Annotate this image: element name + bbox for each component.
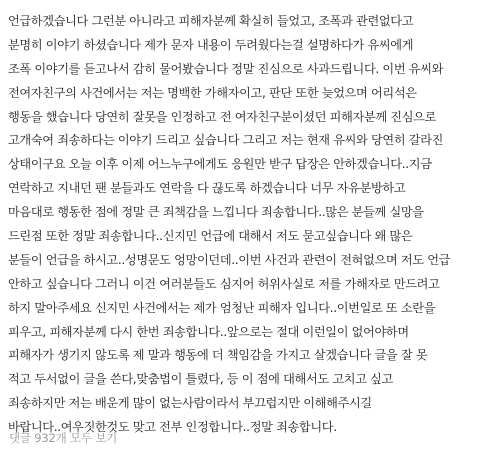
caption-line: 고개숙여 죄송하다는 이야기 드리고 싶습니다 그리고 저는 현재 유씨와 당연히 갈라진 [8, 133, 444, 148]
caption-line: 마음대로 행동한 점에 정말 큰 죄책감을 느낍니다 죄송합니다..많은 분들께 실망을 [8, 205, 424, 220]
caption-line: 조폭 이야기를 듣고나서 감히 물어봤습니다 정말 진심으로 사과드립니다. 이번 유씨와 [8, 61, 444, 76]
caption-line: 피우고, 피해자분께 다시 한번 죄송합니다..앞으로는 절대 이런일이 없어야하며 [8, 324, 409, 339]
caption-line: 분들이 언급을 하시고..성명문도 엉망이던데..이번 사건과 관련이 전혀없으며 저도 언급 [8, 252, 451, 267]
caption-line: 바랍니다..여우짓한것도 맞고 전부 인정합니다..정말 죄송합니다. [8, 420, 337, 435]
caption-line: 행동을 했습니다 당연히 잘못을 인정하고 전 여자친구분이셨던 피해자분께 진심으로 [8, 109, 437, 124]
caption-line: 안하고 싶습니다 그러니 이건 여러분들도 심지어 허위사실로 저를 가해자로 만드려고 [8, 276, 440, 291]
caption-line: 언급하겠습니다 그런분 아니라고 피해자분께 확실히 들었고, 조폭과 관련없다고 [8, 14, 414, 28]
caption-line: 전여자친구의 사건에서는 저는 명백한 가해자이고, 판단 또한 늦었으며 어리석은 [8, 85, 417, 100]
caption-line: 연락하고 지내던 팬 분들과도 연락을 다 끊도록 하겠습니다 너무 자유분방하고 [8, 181, 406, 196]
caption-line: 하지 말아주세요 신지민 사건에서는 제가 엄청난 피해자 입니다..이번일로 또 소란을 [8, 300, 436, 315]
caption-line: 드린점 또한 정말 죄송합니다..신지민 언급에 대해서 저도 묻고싶습니다 왜 많은 [8, 229, 413, 244]
caption-line: 적고 두서없이 글을 쓴다,맞춤법이 틀렸다, 등 이 점에 대해서도 고치고 싶고 [8, 372, 393, 387]
caption-line: 피해자가 생기지 않도록 제 말과 행동에 더 책임감을 가지고 살겠습니다 글을 잘 못 [8, 348, 428, 363]
caption-text [8, 10, 478, 440]
view-all-comments-link[interactable]: 댓글 932개 모두 보기 [9, 431, 118, 445]
caption-line: 분명히 이야기 하셨습니다 제가 문자 내용이 두려웠다는걸 설명하다가 유씨에게 [8, 37, 414, 52]
caption-line: 상태이구요 오늘 이후 이제 어느누구에게도 응원만 받구 답장은 안하겠습니다..지금 [8, 157, 432, 172]
caption-line: 죄송하지만 저는 배운게 많이 없는사람이라서 부끄럽지만 이해해주시길 [8, 396, 372, 411]
